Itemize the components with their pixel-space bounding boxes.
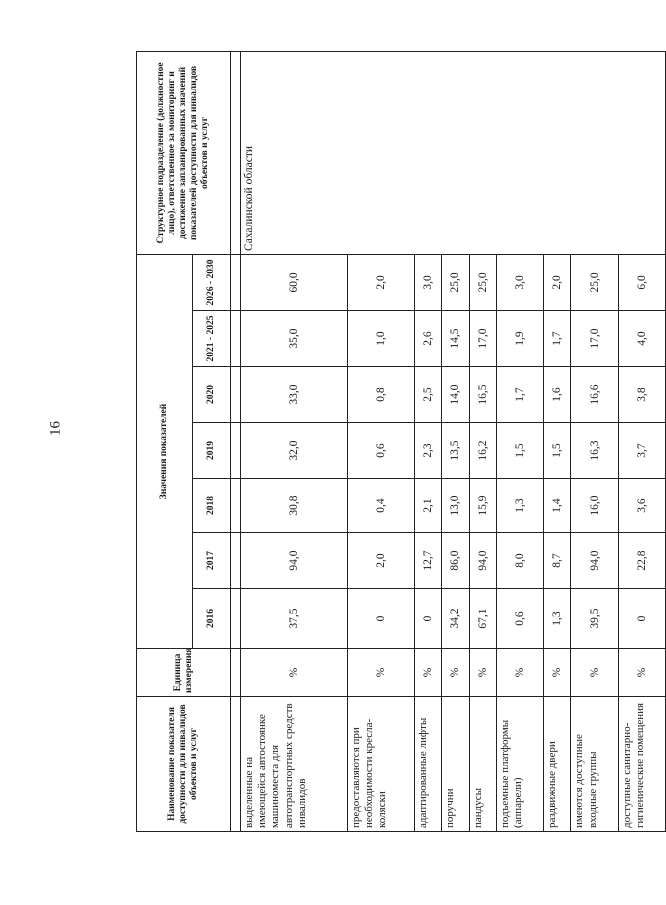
value-cell: 16,0 — [571, 479, 618, 533]
value-cell: 16,5 — [469, 367, 496, 423]
value-cell: 1,4 — [544, 479, 571, 533]
header-spacer-cell — [231, 367, 241, 423]
value-cell: 33,0 — [241, 367, 348, 423]
value-cell: 0,6 — [496, 589, 543, 649]
header-responsible: Структурное подразделение (должностное лицо), ответственное за мониторинг и достижение запланированных значений показателей доступности для инвалидов объектов и услуг — [137, 51, 231, 254]
value-cell: 8,0 — [496, 533, 543, 589]
value-cell: 0 — [618, 589, 665, 649]
header-year: 2016 — [193, 589, 231, 649]
unit-cell: % — [241, 649, 348, 697]
value-cell: 16,6 — [571, 367, 618, 423]
value-cell: 15,9 — [469, 479, 496, 533]
header-indicator-name: Наименование показателя доступности для инвалидов объектов и услуг — [137, 697, 231, 832]
value-cell: 12,7 — [414, 533, 441, 589]
value-cell: 16,3 — [571, 423, 618, 479]
indicator-name-cell: раздвижные двери — [544, 697, 571, 832]
value-cell: 67,1 — [469, 589, 496, 649]
value-cell: 0,4 — [347, 479, 414, 533]
value-cell: 2,1 — [414, 479, 441, 533]
header-spacer-cell — [231, 533, 241, 589]
value-cell: 34,2 — [442, 589, 469, 649]
value-cell: 94,0 — [571, 533, 618, 589]
value-cell: 2,6 — [414, 311, 441, 367]
value-cell: 8,7 — [544, 533, 571, 589]
value-cell: 25,0 — [469, 254, 496, 310]
header-spacer-cell — [231, 254, 241, 310]
value-cell: 17,0 — [469, 311, 496, 367]
value-cell: 3,0 — [496, 254, 543, 310]
indicator-name-cell: подъемные платформы (аппарели) — [496, 697, 543, 832]
header-unit: Единица измерения — [137, 649, 231, 697]
value-cell: 1,0 — [347, 311, 414, 367]
indicator-name-cell: доступные санитарно-гигиенические помещения — [618, 697, 665, 832]
unit-cell: % — [544, 649, 571, 697]
indicator-name-cell: имеются доступные входные группы — [571, 697, 618, 832]
value-cell: 32,0 — [241, 423, 348, 479]
value-cell: 3,6 — [618, 479, 665, 533]
header-year: 2026 - 2030 — [193, 254, 231, 310]
value-cell: 25,0 — [442, 254, 469, 310]
value-cell: 3,0 — [414, 254, 441, 310]
value-cell: 2,3 — [414, 423, 441, 479]
value-cell: 1,6 — [544, 367, 571, 423]
indicator-table — [136, 51, 666, 832]
indicator-name-cell: выделенные на имеющейся автостоянке машиноместа для автотранспортных средств инвалидов — [241, 697, 348, 832]
value-cell: 13,5 — [442, 423, 469, 479]
header-spacer-cell — [231, 51, 241, 254]
unit-cell: % — [496, 649, 543, 697]
header-year: 2020 — [193, 367, 231, 423]
unit-cell: % — [414, 649, 441, 697]
value-cell: 1,3 — [544, 589, 571, 649]
header-year: 2018 — [193, 479, 231, 533]
value-cell: 0,6 — [347, 423, 414, 479]
header-year: 2019 — [193, 423, 231, 479]
value-cell: 94,0 — [469, 533, 496, 589]
value-cell: 3,8 — [618, 367, 665, 423]
value-cell: 39,5 — [571, 589, 618, 649]
value-cell: 1,7 — [496, 367, 543, 423]
header-values-group: Значения показателей — [137, 254, 193, 648]
value-cell: 1,7 — [544, 311, 571, 367]
value-cell: 22,8 — [618, 533, 665, 589]
value-cell: 60,0 — [241, 254, 348, 310]
unit-cell: % — [571, 649, 618, 697]
indicator-name-cell: пандусы — [469, 697, 496, 832]
header-spacer-cell — [231, 423, 241, 479]
value-cell: 17,0 — [571, 311, 618, 367]
value-cell: 13,0 — [442, 479, 469, 533]
value-cell: 14,5 — [442, 311, 469, 367]
header-spacer-cell — [231, 649, 241, 697]
value-cell: 30,8 — [241, 479, 348, 533]
table-row — [241, 51, 348, 831]
value-cell: 0,8 — [347, 367, 414, 423]
value-cell: 0 — [347, 589, 414, 649]
value-cell: 0 — [414, 589, 441, 649]
responsible-cell — [241, 51, 666, 254]
value-cell: 3,7 — [618, 423, 665, 479]
unit-cell: % — [347, 649, 414, 697]
value-cell: 94,0 — [241, 533, 348, 589]
unit-cell: % — [618, 649, 665, 697]
value-cell: 1,5 — [544, 423, 571, 479]
indicator-name-cell: предоставляются при необходимости кресла-коляски — [347, 697, 414, 832]
value-cell: 4,0 — [618, 311, 665, 367]
header-year: 2017 — [193, 533, 231, 589]
value-cell: 6,0 — [618, 254, 665, 310]
indicator-name-cell: поручни — [442, 697, 469, 832]
header-spacer-cell — [231, 697, 241, 832]
value-cell: 14,0 — [442, 367, 469, 423]
value-cell: 1,9 — [496, 311, 543, 367]
header-spacer-cell — [231, 589, 241, 649]
header-year: 2021 - 2025 — [193, 311, 231, 367]
header-spacer-cell — [231, 311, 241, 367]
value-cell: 37,5 — [241, 589, 348, 649]
value-cell: 2,0 — [347, 254, 414, 310]
page-number: 16 — [47, 421, 64, 436]
indicator-table-rotated — [136, 52, 666, 832]
indicator-name-cell: адаптированные лифты — [414, 697, 441, 832]
header-spacer-cell — [231, 479, 241, 533]
value-cell: 86,0 — [442, 533, 469, 589]
value-cell: 1,5 — [496, 423, 543, 479]
value-cell: 1,3 — [496, 479, 543, 533]
unit-cell: % — [469, 649, 496, 697]
value-cell: 2,5 — [414, 367, 441, 423]
unit-cell: % — [442, 649, 469, 697]
value-cell: 35,0 — [241, 311, 348, 367]
value-cell: 2,0 — [544, 254, 571, 310]
value-cell: 16,2 — [469, 423, 496, 479]
value-cell: 2,0 — [347, 533, 414, 589]
region-text: Сахалинской области — [243, 145, 255, 251]
value-cell: 25,0 — [571, 254, 618, 310]
